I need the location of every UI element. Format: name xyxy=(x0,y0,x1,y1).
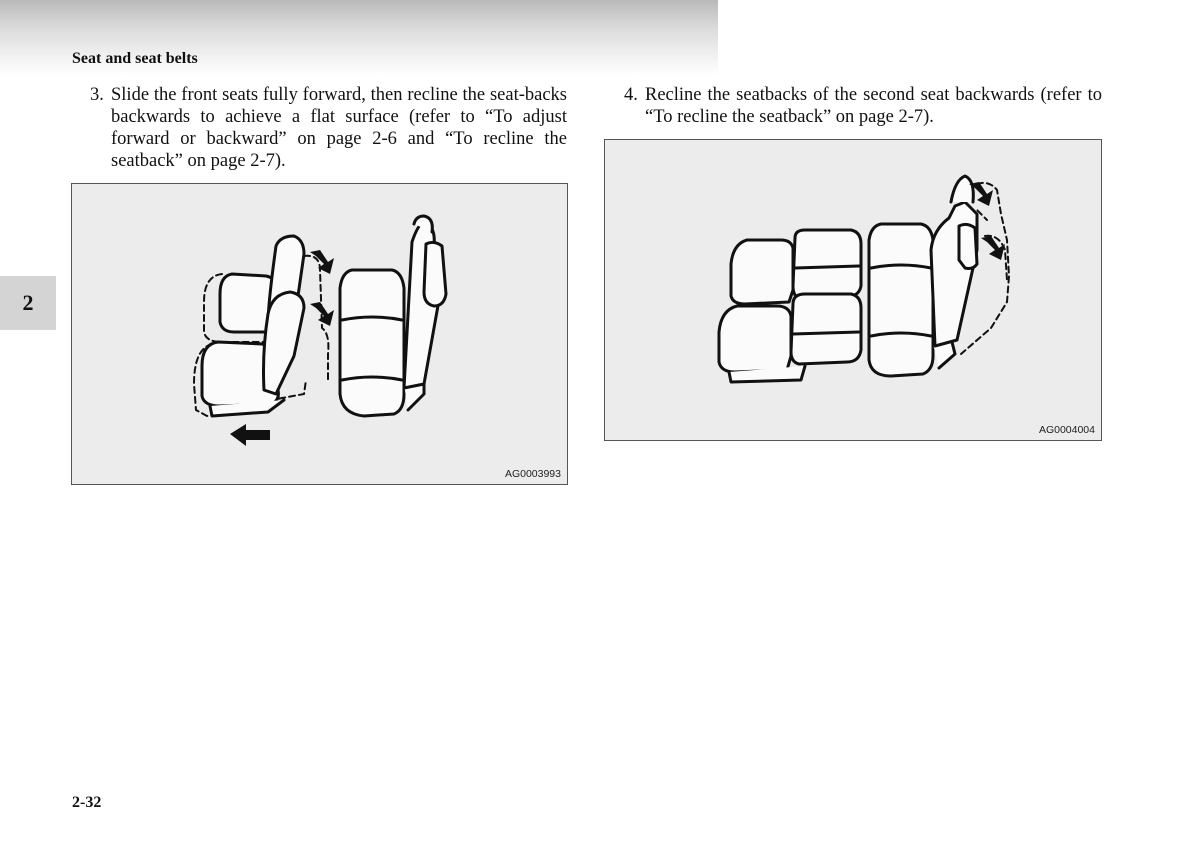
step-3 xyxy=(90,84,567,172)
figure-second-seat-recline xyxy=(604,139,1102,441)
step-4 xyxy=(624,84,1102,128)
second-seat-recline-illustration xyxy=(605,140,1101,440)
figure-front-seats-recline xyxy=(71,183,568,485)
front-seats-recline-illustration xyxy=(72,184,567,484)
step-text: Slide the front seats fully forward, then recline the seat-backs backwards to achieve a flat surface (refer to “To adjust forward or backward” on page 2-6 and “To recline the seatback” on page 2-7). xyxy=(111,85,567,171)
page-number: 2-32 xyxy=(72,794,102,811)
figure-code: AG0004004 xyxy=(1038,424,1095,436)
step-number: 3. xyxy=(90,85,104,105)
step-text: Recline the seatbacks of the second seat backwards (refer to “To recline the seatback” on page 2-7). xyxy=(645,85,1102,127)
chapter-tab xyxy=(0,276,56,330)
section-title: Seat and seat belts xyxy=(72,50,198,67)
figure-code: AG0003993 xyxy=(504,468,561,480)
step-number: 4. xyxy=(624,85,638,105)
chapter-number: 2 xyxy=(22,290,34,315)
